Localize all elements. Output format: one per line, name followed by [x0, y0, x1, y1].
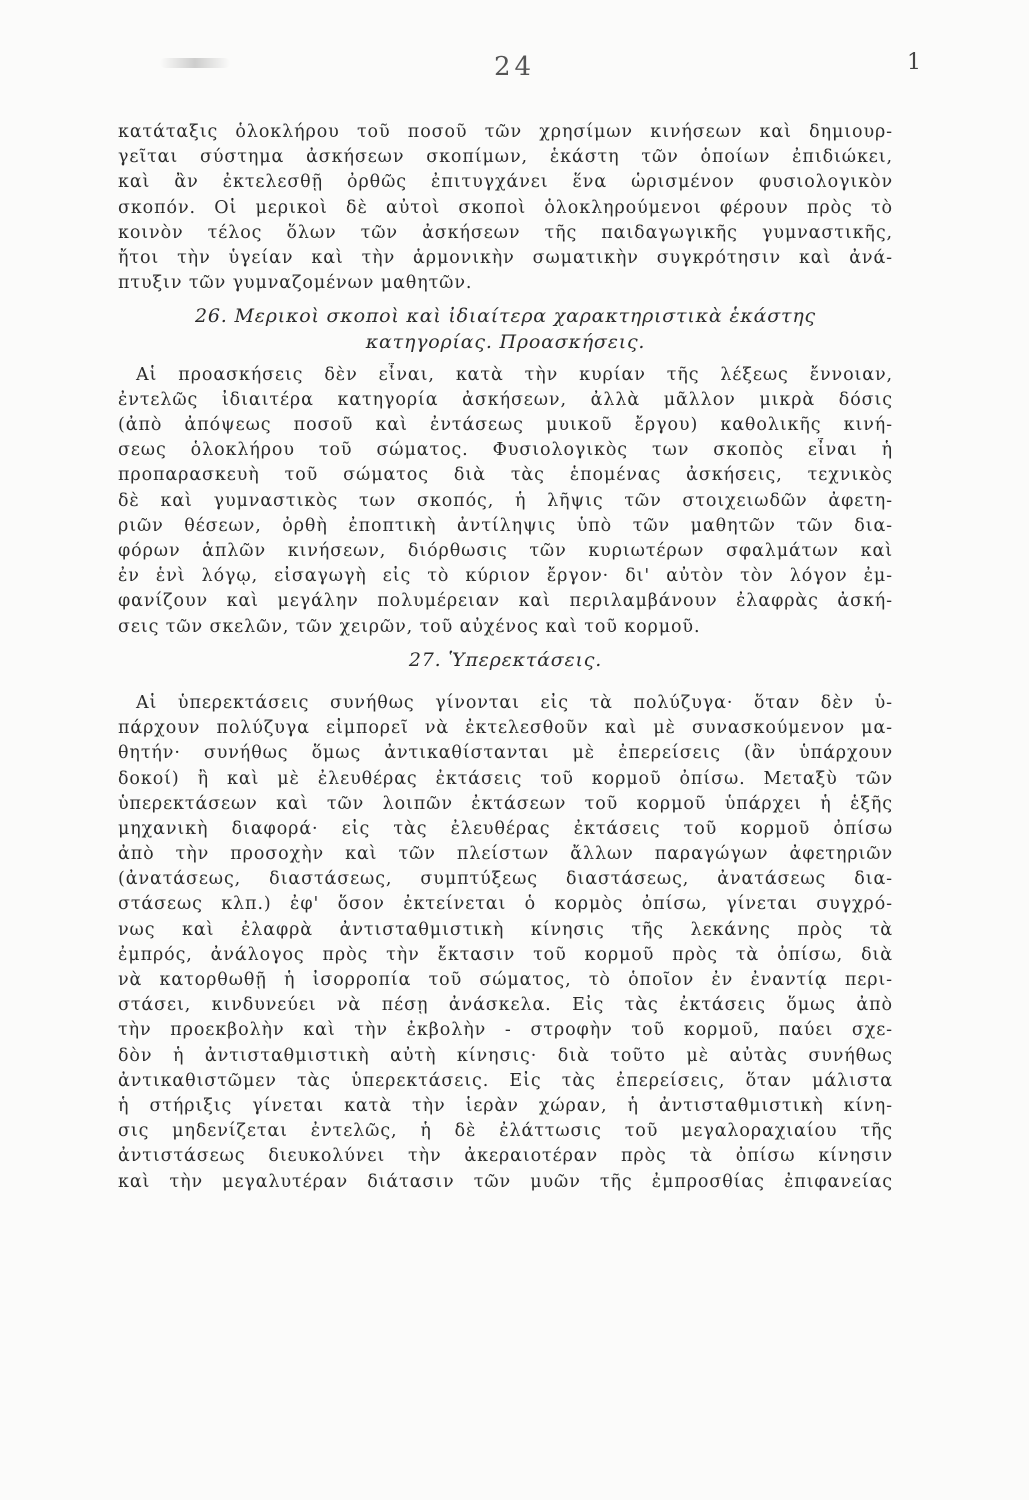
section-heading: 27. Ὑπερεκτάσεις. — [408, 648, 603, 671]
section-heading: κατηγορίας. Προασκήσεις. — [365, 330, 646, 353]
text-line: δὸν ἡ ἀντισταθμιστικὴ αὐτὴ κίνησις· διὰ τοῦτο μὲ αὐτὰς συνήθως — [118, 1045, 893, 1066]
text-line: (ἀπὸ ἀπόψεως ποσοῦ καὶ ἐντάσεως μυικοῦ ἔργου) καθολικῆς κινή- — [118, 415, 893, 436]
page-number: 24 — [493, 52, 536, 82]
text-line: ἐντελῶς ἰδιαιτέρα κατηγορία ἀσκήσεων, ἀλλὰ μᾶλλον μικρὰ δόσις — [118, 389, 893, 410]
text-line: νως καὶ ἐλαφρὰ ἀντισταθμιστικὴ κίνησις τῆς λεκάνης πρὸς τὰ — [118, 919, 893, 940]
text-line: στάσεως κλπ.) ἐφ' ὅσον ἐκτείνεται ὁ κορμὸς ὀπίσω, γίνεται συγχρό- — [118, 894, 893, 915]
text-line: ἤτοι τὴν ὑγείαν καὶ τὴν ἁρμονικὴν σωματικὴν συγκρότησιν καὶ ἀνά- — [118, 247, 893, 268]
text-line: ἡ στήριξις γίνεται κατὰ τὴν ἱερὰν χώραν, ἡ ἀντισταθμιστικὴ κίνη- — [118, 1095, 893, 1116]
text-line: δοκοί) ἢ καὶ μὲ ἐλευθέρας ἐκτάσεις τοῦ κορμοῦ ὀπίσω. Μεταξὺ τῶν — [118, 768, 893, 789]
section-heading: 26. Μερικοὶ σκοποὶ καὶ ἰδιαίτερα χαρακτηριστικὰ ἑκάστης — [195, 305, 816, 328]
text-line: σεις τῶν σκελῶν, τῶν χειρῶν, τοῦ αὐχένος καὶ τοῦ κορμοῦ. — [118, 616, 701, 637]
text-line: ἀπὸ τὴν προσοχὴν καὶ τῶν πλείστων ἄλλων παραγώγων ἀφετηριῶν — [118, 844, 893, 865]
text-line: σις μηδενίζεται ἐντελῶς, ἡ δὲ ἐλάττωσις τοῦ μεγαλοραχιαίου τῆς — [118, 1121, 893, 1142]
text-line: (ἀνατάσεως, διαστάσεως, συμπτύξεως διαστάσεως, ἀνατάσεως δια- — [118, 869, 893, 890]
section-26 — [118, 304, 893, 639]
text-line: καὶ ἂν ἐκτελεσθῇ ὀρθῶς ἐπιτυγχάνει ἕνα ὡρισμένον φυσιολογικὸν — [118, 172, 893, 193]
text-line: γεῖται σύστημα ἀσκήσεων σκοπίμων, ἑκάστη τῶν ὁποίων ἐπιδιώκει, — [118, 147, 893, 168]
text-line: καὶ τὴν μεγαλυτέραν διάτασιν τῶν μυῶν τῆς ἐμπροσθίας ἐπιφανείας — [118, 1171, 893, 1192]
text-line: μηχανικὴ διαφορά· εἰς τὰς ἐλευθέρας ἐκτάσεις τοῦ κορμοῦ ὀπίσω — [118, 818, 893, 839]
text-line: νὰ κατορθωθῇ ἡ ἰσορροπία τοῦ σώματος, τὸ ὁποῖον ἐν ἐναντίᾳ περι- — [118, 970, 893, 990]
text-line: ὑπερεκτάσεων καὶ τῶν λοιπῶν ἐκτάσεων τοῦ κορμοῦ ὑπάρχει ἡ ἑξῆς — [118, 793, 893, 814]
text-line: Αἱ προασκήσεις δὲν εἶναι, κατὰ τὴν κυρίαν τῆς λέξεως ἔννοιαν, — [136, 364, 893, 385]
text-line: δὲ καὶ γυμναστικὸς των σκοπός, ἡ λῆψις τῶν στοιχειωδῶν ἀφετη- — [118, 490, 893, 511]
text-line: σεως ὁλοκλήρου τοῦ σώματος. Φυσιολογικὸς των σκοπὸς εἶναι ἡ — [118, 440, 893, 461]
text-line: προπαρασκευὴ τοῦ σώματος διὰ τὰς ἑπομένας ἀσκήσεις, τεχνικὸς — [118, 465, 893, 486]
page-content — [118, 120, 893, 1195]
text-line: φόρων ἁπλῶν κινήσεων, διόρθωσις τῶν κυριωτέρων σφαλμάτων καὶ — [118, 541, 893, 561]
section-27 — [118, 648, 893, 1195]
text-line: ἐν ἑνὶ λόγῳ, εἰσαγωγὴ εἰς τὸ κύριον ἔργον· δι' αὐτὸν τὸν λόγον ἐμ- — [118, 566, 893, 587]
text-line: κατάταξις ὁλοκλήρου τοῦ ποσοῦ τῶν χρησίμων κινήσεων καὶ δημιουρ- — [118, 122, 893, 142]
text-line: τὴν προεκβολὴν καὶ τὴν ἐκβολὴν - στροφὴν τοῦ κορμοῦ, παύει σχε- — [118, 1020, 893, 1041]
text-line: κοινὸν τέλος ὅλων τῶν ἀσκήσεων τῆς παιδαγωγικῆς γυμναστικῆς, — [118, 222, 893, 243]
corner-mark: 1 — [907, 50, 921, 75]
paragraph-top — [118, 120, 893, 296]
text-line: ἀντιστάσεως διευκολύνει τὴν ἀκεραιοτέραν πρὸς τὰ ὀπίσω κίνησιν — [118, 1146, 893, 1167]
text-line: φανίζουν καὶ μεγάλην πολυμέρειαν καὶ περιλαμβάνουν ἐλαφρὰς ἀσκή- — [118, 591, 893, 612]
text-line: στάσει, κινδυνεύει νὰ πέσῃ ἀνάσκελα. Εἰς τὰς ἐκτάσεις ὅμως ἀπὸ — [118, 995, 893, 1016]
text-line: ἀντικαθιστῶμεν τὰς ὑπερεκτάσεις. Εἰς τὰς ἐπερείσεις, ὅταν μάλιστα — [118, 1070, 893, 1091]
text-line: ἐμπρός, ἀνάλογος πρὸς τὴν ἔκτασιν τοῦ κορμοῦ πρὸς τὰ ὀπίσω, διὰ — [118, 944, 893, 965]
text-line: πάρχουν πολύζυγα εἰμπορεῖ νὰ ἐκτελεσθοῦν καὶ μὲ συνασκούμενον μα- — [118, 718, 893, 739]
text-line: θητήν· συνήθως ὅμως ἀντικαθίστανται μὲ ἐπερείσεις (ἂν ὑπάρχουν — [118, 743, 893, 764]
text-line: Αἱ ὑπερεκτάσεις συνήθως γίνονται εἰς τὰ πολύζυγα· ὅταν δὲν ὑ- — [136, 692, 893, 713]
text-line: ριῶν θέσεων, ὀρθὴ ἐποπτικὴ ἀντίληψις ὑπὸ τῶν μαθητῶν τῶν δια- — [118, 515, 893, 536]
text-line: πτυξιν τῶν γυμναζομένων μαθητῶν. — [118, 273, 473, 294]
text-line: σκοπόν. Οἱ μερικοὶ δὲ αὐτοὶ σκοποὶ ὁλοκληρούμενοι φέρουν πρὸς τὸ — [118, 197, 893, 218]
